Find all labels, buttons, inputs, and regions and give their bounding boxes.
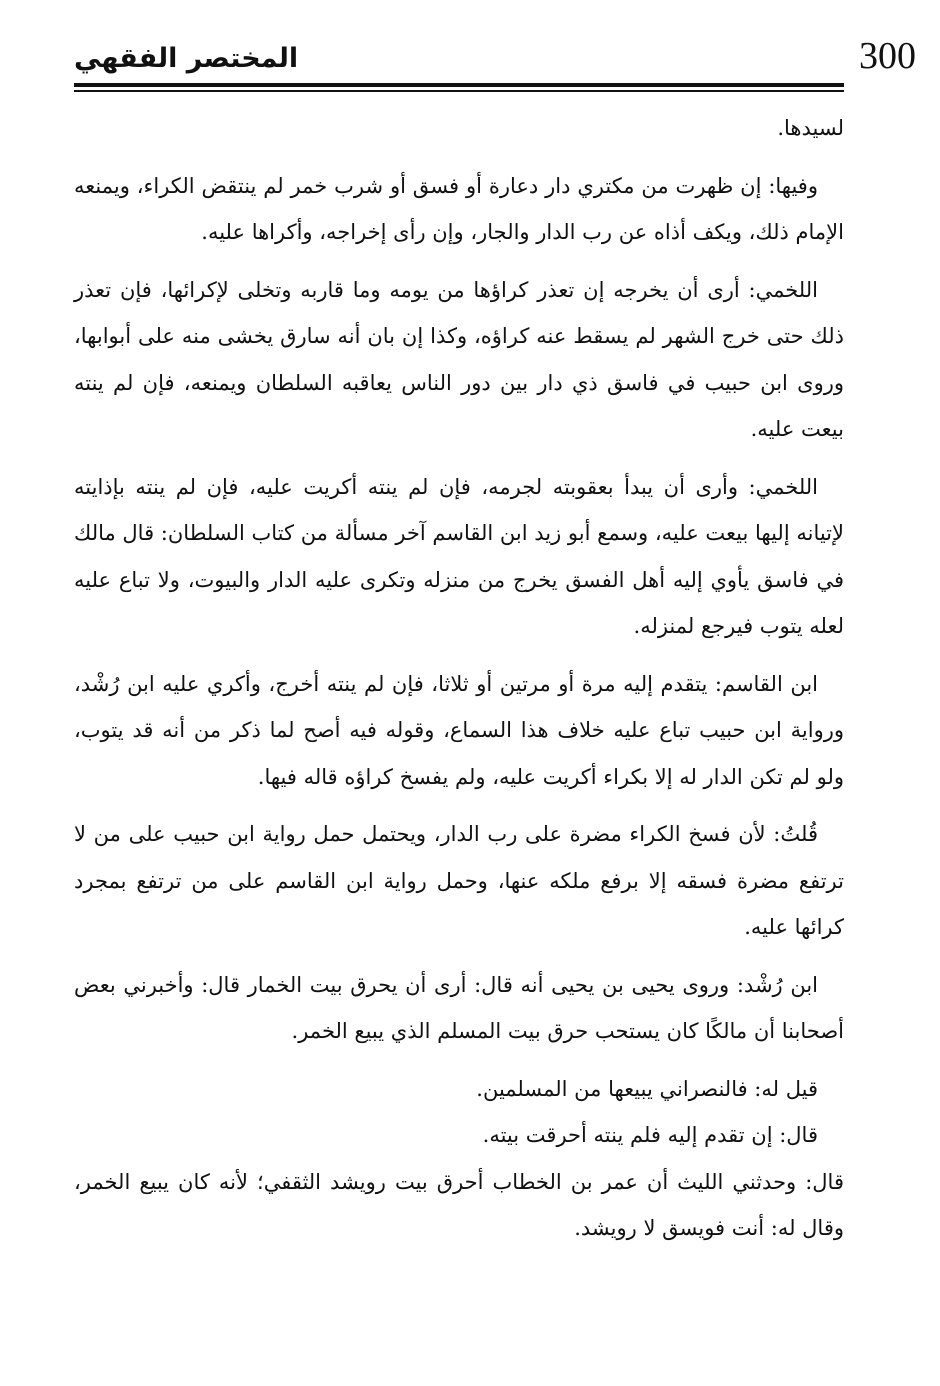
running-title: المختصر الفقهي xyxy=(74,43,299,74)
paragraph-2: وفيها: إن ظهرت من مكتري دار دعارة أو فسق أو شرب خمر لم ينتقض الكراء، ويمنعه الإمام ذلك، ويكف أذاه عن رب الدار والجار، وإن رأى إخراجه، وأكراها عليه. xyxy=(74,173,844,244)
header-rule-thick xyxy=(74,83,844,87)
paragraph-5: ابن القاسم: يتقدم إليه مرة أو مرتين أو ثلاثا، فإن لم ينته أخرج، وأكري عليه ابن رُشْد، ورواية ابن حبيب تباع عليه خلاف هذا السماع، وقوله فيه أصح لما ذكر من أنه قد يتوب، ولو لم تكن الدار له إلا بكراء أكريت عليه، ولم يفسخ كراؤه قاله فيها. xyxy=(74,671,844,789)
page-body xyxy=(74,105,844,1263)
paragraph-1: لسيدها. xyxy=(777,116,844,140)
paragraph-9: قال: إن تقدم إليه فلم ينته أحرقت بيته. xyxy=(482,1123,818,1147)
paragraph-4: اللخمي: وأرى أن يبدأ بعقوبته لجرمه، فإن لم ينته أكريت عليه، فإن لم ينته بإذايته لإتيانه إليها بيعت عليه، وسمع أبو زيد ابن القاسم آخر مسألة من كتاب السلطان: قال مالك في فاسق يأوي إليه أهل الفسق يخرج من منزله وتكرى عليه الدار والبيوت، ولا تباع عليه لعله يتوب فيرجع لمنزله. xyxy=(74,474,844,638)
paragraph-10: قال: وحدثني الليث أن عمر بن الخطاب أحرق بيت رويشد الثقفي؛ لأنه كان يبيع الخمر، وقال له: أنت فويسق لا رويشد. xyxy=(74,1169,844,1240)
paragraph-8: قيل له: فالنصراني يبيعها من المسلمين. xyxy=(476,1076,818,1101)
header-rule-thin xyxy=(74,90,844,92)
page-header xyxy=(74,22,916,90)
paragraph-3: اللخمي: أرى أن يخرجه إن تعذر كراؤها من يومه وما قاربه وتخلى لإكرائها، فإن تعذر ذلك حتى خرج الشهر لم يسقط عنه كراؤه، وكذا إن بان أنه سارق يخشى منه على أبوابها، وروى ابن حبيب في فاسق ذي دار بين دور الناس يعاقبه السلطان ويمنعه، فإن لم ينته بيعت عليه. xyxy=(74,277,844,441)
page-number: 300 xyxy=(859,35,916,77)
paragraph-6: قُلتُ: لأن فسخ الكراء مضرة على رب الدار، ويحتمل حمل رواية ابن حبيب على من لا ترتفع مضرة فسقه إلا برفع ملكه عنها، وحمل رواية ابن القاسم على من ترتفع بمجرد كرائها عليه. xyxy=(74,822,844,939)
paragraph-7: ابن رُشْد: وروى يحيى بن يحيى أنه قال: أرى أن يحرق بيت الخمار قال: وأخبرني بعض أصحابنا أن مالكًا كان يستحب حرق بيت المسلم الذي يبيع الخمر. xyxy=(74,972,844,1043)
